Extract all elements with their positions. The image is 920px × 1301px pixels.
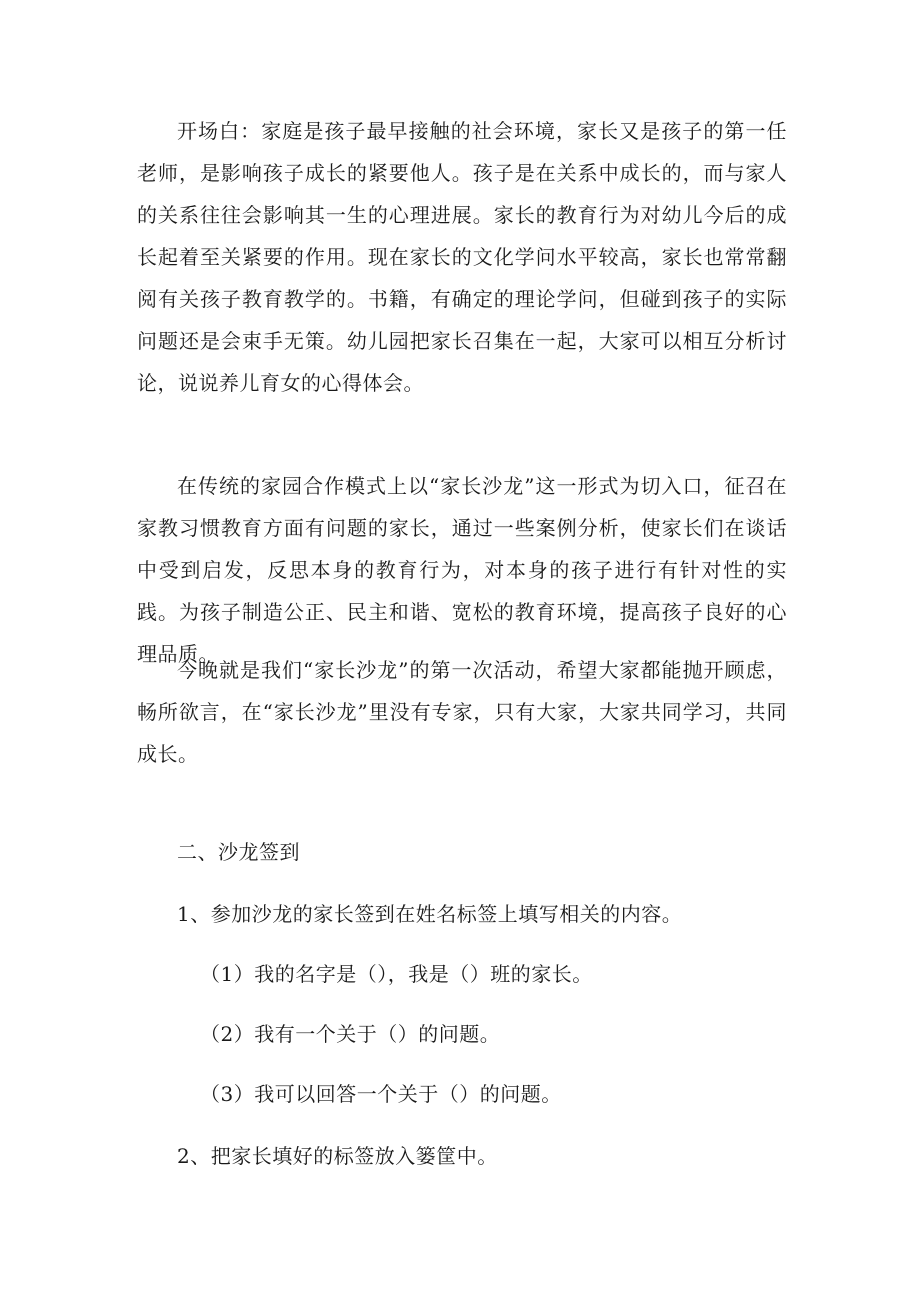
paragraph-opening-remarks: 开场白：家庭是孩子最早接触的社会环境，家长又是孩子的第一任老师，是影响孩子成长的紧要他人。孩子是在关系中成长的，而与家人的关系往往会影响其一生的心理进展。家长的教育行为对幼儿今后的成长起着至关紧要的作用。现在家长的文化学问水平较高，家长也常常翻阅有关孩子教育教学的。书籍，有确定的理论学问，但碰到孩子的实际问题还是会束手无策。幼儿园把家长召集在一起，大家可以相互分析讨论，说说养儿育女的心得体会。 (137, 119, 787, 395)
sub-item-3: （3）我可以回答一个关于（）的问题。 (200, 1082, 562, 1106)
sub-item-2: （2）我有一个关于（）的问题。 (200, 1022, 501, 1046)
paragraph-first-activity: 今晚就是我们“家长沙龙”的第一次活动，希望大家都能抛开顾虑，畅所欲言，在“家长沙龙”里没有专家，只有大家，大家共同学习，共同成长。 (137, 658, 787, 766)
list-item-2: 2、把家长填好的标签放入篓筐中。 (177, 1144, 498, 1168)
list-item-1: 1、参加沙龙的家长签到在姓名标签上填写相关的内容。 (177, 902, 683, 926)
paragraph-salon-model: 在传统的家园合作模式上以“家长沙龙”这一形式为切入口，征召在家教习惯教育方面有问题的家长，通过一些案例分析，使家长们在谈话中受到启发，反思本身的教育行为，对本身的孩子进行有针对性的实践。为孩子制造公正、民主和谐、宽松的教育环境，提高孩子良好的心理品质。 (137, 474, 787, 666)
section-heading-sign-in: 二、沙龙签到 (177, 840, 300, 864)
sub-item-1: （1）我的名字是（），我是（）班的家长。 (200, 962, 593, 986)
